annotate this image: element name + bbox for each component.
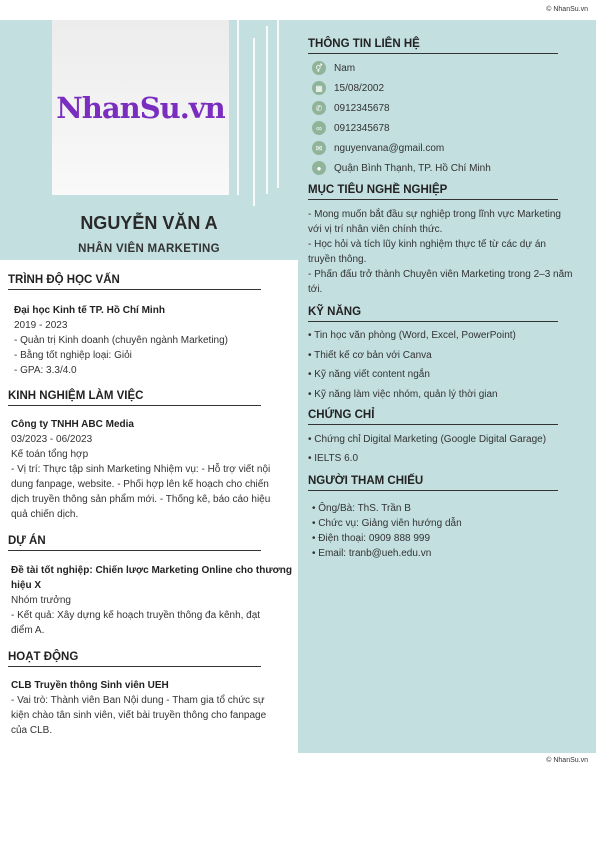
objective-heading: MỤC TIÊU NGHỀ NGHIỆP (308, 184, 448, 196)
logo: NhanSu.vn (56, 90, 225, 125)
cv-page (0, 20, 596, 753)
objective-line: với vị trí nhân viên chính thức. (308, 224, 443, 235)
experience-line: dung fanpage, website. - Phối hợp lên kế hoạch cho chiến (11, 479, 269, 490)
activity-org: CLB Truyền thông Sinh viên UEH (11, 680, 169, 691)
objective-line: - Mong muốn bắt đầu sự nghiệp trong lĩnh vực Marketing (308, 209, 561, 220)
education-school: Đại học Kinh tế TP. Hồ Chí Minh (14, 305, 165, 316)
decor-stripe (266, 26, 268, 194)
activity-heading: HOẠT ĐỘNG (8, 651, 79, 663)
project-line: - Kết quả: Xây dựng kế hoạch truyền thông đa kênh, đạt (11, 610, 261, 621)
contact-item (312, 121, 390, 135)
contact-address: Quận Bình Thạnh, TP. Hồ Chí Minh (334, 162, 491, 174)
activity-rule (8, 666, 261, 667)
objective-line: truyền thông. (308, 254, 367, 265)
project-title: hiệu X (11, 580, 42, 591)
reference-item: • Email: tranb@ueh.edu.vn (312, 548, 432, 559)
reference-item: • Ông/Bà: ThS. Trần B (312, 503, 411, 514)
objective-line: - Học hỏi và tích lũy kinh nghiệm thực tế từ các dự án (308, 239, 546, 250)
contact-item (312, 61, 355, 75)
left-column (0, 20, 298, 753)
contact-birthday: 15/08/2002 (334, 82, 385, 94)
education-line: - GPA: 3.3/4.0 (14, 365, 77, 376)
education-line: - Quản trị Kinh doanh (chuyên ngành Marketing) (14, 335, 229, 346)
experience-line: dịch truyền thông sản phẩm mới. - Thống kê, báo cáo hiệu (11, 494, 271, 505)
experience-period: 03/2023 - 06/2023 (11, 434, 93, 445)
skill-item: • Kỹ năng làm việc nhóm, quản lý thời gian (308, 389, 498, 400)
skill-item: • Tin học văn phòng (Word, Excel, PowerPoint) (308, 330, 516, 341)
full-name: NGUYỄN VĂN A (80, 213, 218, 233)
experience-rule (8, 405, 261, 406)
gender-icon: ⚥ (312, 61, 326, 75)
name-block (0, 203, 298, 260)
experience-role: Kế toán tổng hợp (11, 449, 89, 460)
job-title: NHÂN VIÊN MARKETING (78, 243, 220, 255)
contact-item (312, 101, 390, 115)
photo-placeholder (52, 20, 229, 195)
phone-icon: ✆ (312, 101, 326, 115)
experience-heading: KINH NGHIỆM LÀM VIỆC (8, 390, 144, 402)
reference-rule (308, 490, 558, 491)
contact-item (312, 141, 444, 155)
activity-line: - Vai trò: Thành viên Ban Nội dung - Tham gia tổ chức sự (11, 695, 265, 706)
contact-item (312, 81, 384, 95)
certificates-rule (308, 424, 558, 425)
education-rule (8, 289, 261, 290)
education-heading: TRÌNH ĐỘ HỌC VẤN (8, 274, 120, 286)
reference-item: • Điện thoại: 0909 888 999 (312, 533, 431, 544)
reference-heading: NGƯỜI THAM CHIẾU (308, 475, 424, 487)
contact-rule (308, 53, 558, 54)
contact-email: nguyenvana@gmail.com (334, 142, 445, 154)
header-band (0, 20, 298, 260)
contact-gender: Nam (334, 62, 356, 74)
project-rule (8, 550, 261, 551)
certificate-item: • Chứng chỉ Digital Marketing (Google Digital Garage) (308, 434, 547, 445)
email-icon: ✉ (312, 141, 326, 155)
watermark-bottom: © NhanSu.vn (546, 757, 588, 764)
skill-item: • Thiết kế cơ bản với Canva (308, 350, 432, 361)
calendar-icon: ▦ (312, 81, 326, 95)
reference-item: • Chức vụ: Giảng viên hướng dẫn (312, 518, 462, 529)
objective-rule (308, 199, 558, 200)
project-line: điểm A. (11, 625, 45, 636)
location-icon: ● (312, 161, 326, 175)
contact-item (312, 161, 491, 175)
objective-line: tới. (308, 284, 323, 295)
skill-item: • Kỹ năng viết content ngắn (308, 369, 430, 380)
contact-heading: THÔNG TIN LIÊN HỆ (308, 38, 420, 50)
education-line: - Bằng tốt nghiệp loại: Giỏi (14, 350, 132, 361)
decor-stripe (253, 38, 255, 206)
project-heading: DỰ ÁN (8, 535, 46, 547)
contact-link: 0912345678 (334, 122, 390, 134)
certificates-heading: CHỨNG CHỈ (308, 409, 375, 421)
experience-line: - Vị trí: Thực tập sinh Marketing Nhiệm vụ: - Hỗ trợ viết nội (11, 464, 271, 475)
objective-line: - Phấn đấu trở thành Chuyên viên Marketing trong 2–3 năm (308, 269, 573, 280)
project-title: Đề tài tốt nghiệp: Chiến lược Marketing Online cho thương (11, 565, 292, 576)
decor-stripe (237, 20, 239, 195)
experience-company: Công ty TNHH ABC Media (11, 419, 134, 430)
watermark-top: © NhanSu.vn (546, 6, 588, 13)
education-period: 2019 - 2023 (14, 320, 68, 331)
activity-line: của CLB. (11, 725, 53, 736)
link-icon: ∞ (312, 121, 326, 135)
experience-line: quả chiến dịch. (11, 509, 79, 520)
certificate-item: • IELTS 6.0 (308, 453, 359, 464)
right-column (298, 20, 596, 753)
decor-stripe (277, 20, 279, 188)
contact-phone: 0912345678 (334, 102, 390, 114)
project-role: Nhóm trưởng (11, 595, 71, 606)
skills-heading: KỸ NĂNG (308, 306, 362, 318)
activity-line: kiện chào tân sinh viên, viết bài truyền thông cho fanpage (11, 710, 267, 721)
skills-rule (308, 321, 558, 322)
